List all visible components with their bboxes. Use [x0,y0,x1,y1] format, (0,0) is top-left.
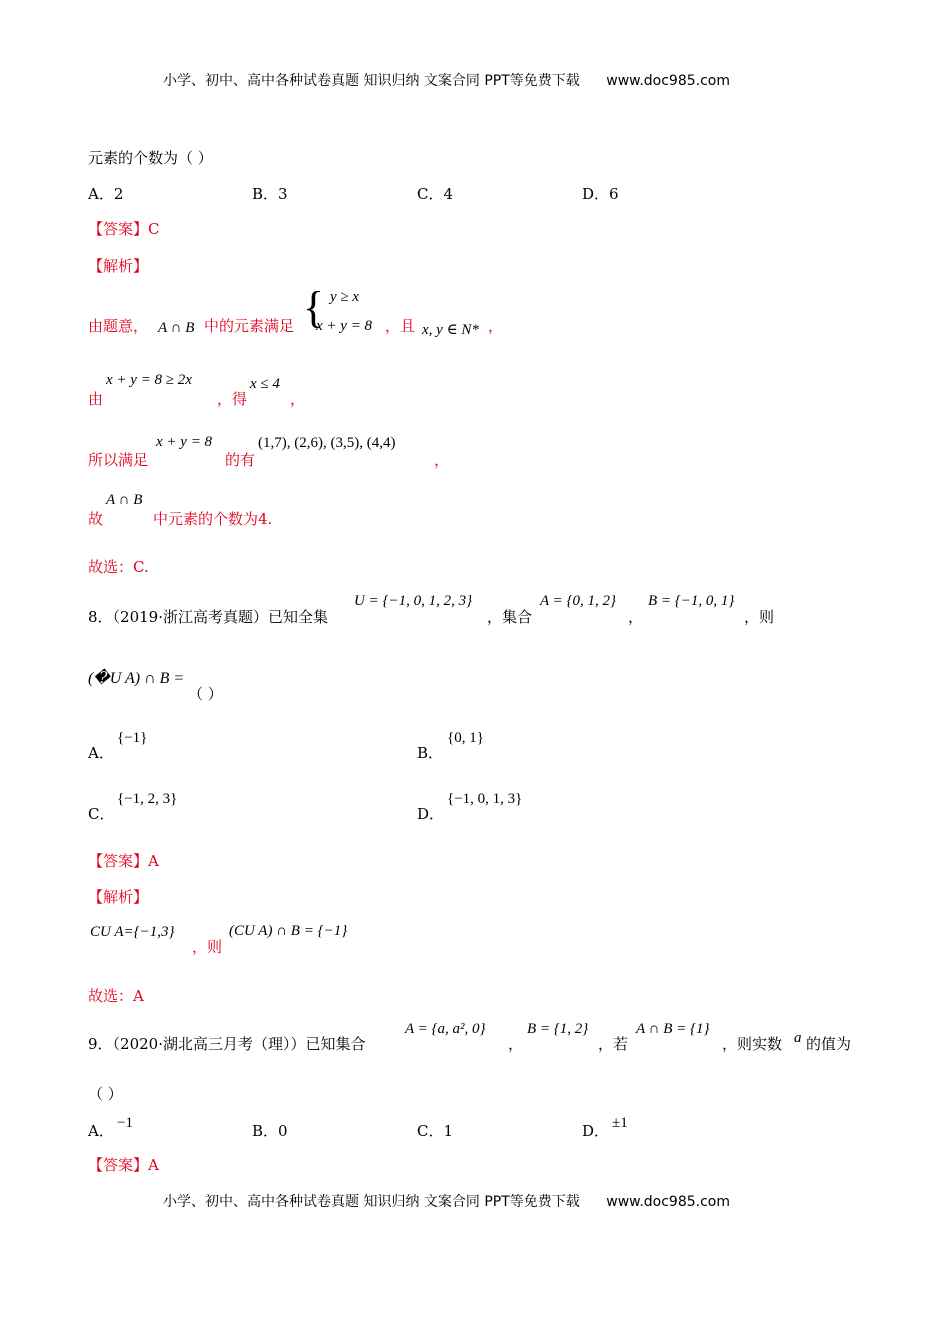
q8-sep: ， [628,608,644,626]
q7-line1-cond: x, y ∈ N* [422,322,479,338]
system-brace: { [303,283,325,332]
q7-stem-tail: 元素的个数为（ ） [88,149,213,167]
q8-mid1: ，集合 [487,608,533,626]
q9-option-b: B．0 [252,1122,288,1140]
q7-line1-set: A ∩ B [158,320,195,336]
q8-paren: （ ） [188,685,223,703]
page-header [163,70,730,90]
page-footer [163,1191,730,1211]
q7-option-d: D．6 [582,185,619,203]
q8-answer: 【答案】A [88,852,159,870]
q8-option-a-label: A． [88,744,114,762]
q9-option-d-value: ±1 [612,1115,628,1131]
q8-option-a-value: {−1} [117,730,148,746]
q8-analysis-label: 【解析】 [88,888,149,906]
q8-set-b: B = {−1, 0, 1} [648,593,735,609]
q7-line1-end: ， [488,317,504,335]
q8-solution-mid: ，则 [192,938,223,956]
q7-line1-and: ，且 [385,317,416,335]
q8-option-c-label: C． [88,805,115,823]
q9-set-b: B = {1, 2} [527,1021,589,1037]
q7-line3-mid: 的有 [225,451,256,469]
q9-tail-post: 的值为 [806,1035,852,1053]
q9-option-a: A． [88,1122,114,1140]
q8-choice: 故选：A [88,987,144,1005]
q7-choice: 故选：C. [88,558,149,576]
q9-paren: （ ） [88,1085,123,1103]
q8-option-b-label: B． [417,744,444,762]
q9-set-a: A = {a, a², 0} [405,1021,486,1037]
q7-analysis-label: 【解析】 [88,257,149,275]
q9-sep: ， [508,1035,524,1053]
q9-answer: 【答案】A [88,1156,159,1174]
footer-text: 小学、初中、高中各种试卷真题 知识归纳 文案合同 PPT等免费下载 [163,1194,580,1210]
q9-condition: A ∩ B = {1} [636,1021,710,1037]
q8-option-c-value: {−1, 2, 3} [117,791,178,807]
q7-line3-end: ， [434,451,450,469]
q7-line4-text: 中元素的个数为4. [153,510,273,528]
q8-expression: (�U A) ∩ B = [88,670,185,687]
q7-line1-mid: 中的元素满足 [204,317,295,335]
q9-tail-pre: ，则实数 [722,1035,783,1053]
q8-option-d-value: {−1, 0, 1, 3} [447,791,523,807]
q7-line2-pre: 由 [88,390,104,408]
q7-line2-math: x + y = 8 ≥ 2x [106,372,192,388]
q8-option-b-value: {0, 1} [447,730,484,746]
q9-option-c: C．1 [417,1122,454,1140]
q7-line3-pre: 所以满足 [88,451,149,469]
q8-set-u: U = {−1, 0, 1, 2, 3} [354,593,473,609]
q9-variable: a [794,1030,802,1046]
q7-system-eq1: y ≥ x [330,289,360,305]
header-text: 小学、初中、高中各种试卷真题 知识归纳 文案合同 PPT等免费下载 [163,73,580,89]
q7-line2-res: x ≤ 4 [250,376,280,392]
q9-stem: 9．（2020·湖北高三月考（理））已知集合 [88,1035,366,1053]
q8-stem: 8．（2019·浙江高考真题）已知全集 [88,608,328,626]
q8-solution-2: (CU A) ∩ B = {−1} [229,923,348,939]
q9-mid: ，若 [598,1035,629,1053]
q7-line3-math: x + y = 8 [156,434,213,450]
q8-option-d-label: D． [417,805,445,823]
q7-option-b: B．3 [252,185,288,203]
q7-line2-end: ， [290,390,306,408]
q7-line1-pre: 由题意， [88,317,149,335]
q7-line4-set: A ∩ B [106,492,143,508]
footer-site[interactable]: www.doc985.com [606,1194,730,1210]
q8-set-a: A = {0, 1, 2} [540,593,617,609]
q7-answer: 【答案】C [88,220,160,238]
header-site[interactable]: www.doc985.com [606,73,730,89]
q7-system-eq2: x + y = 8 [316,318,373,334]
q7-line4-pre: 故 [88,510,104,528]
q9-option-d: D． [582,1122,610,1140]
q7-line3-pairs: (1,7), (2,6), (3,5), (4,4) [258,435,396,451]
q8-solution-1: CU A={−1,3} [90,924,175,940]
q7-option-a: A．2 [88,185,124,203]
q9-option-a-value: −1 [117,1115,133,1131]
q8-tail: ，则 [744,608,775,626]
q7-option-c: C．4 [417,185,454,203]
q7-line2-mid: ，得 [217,390,248,408]
